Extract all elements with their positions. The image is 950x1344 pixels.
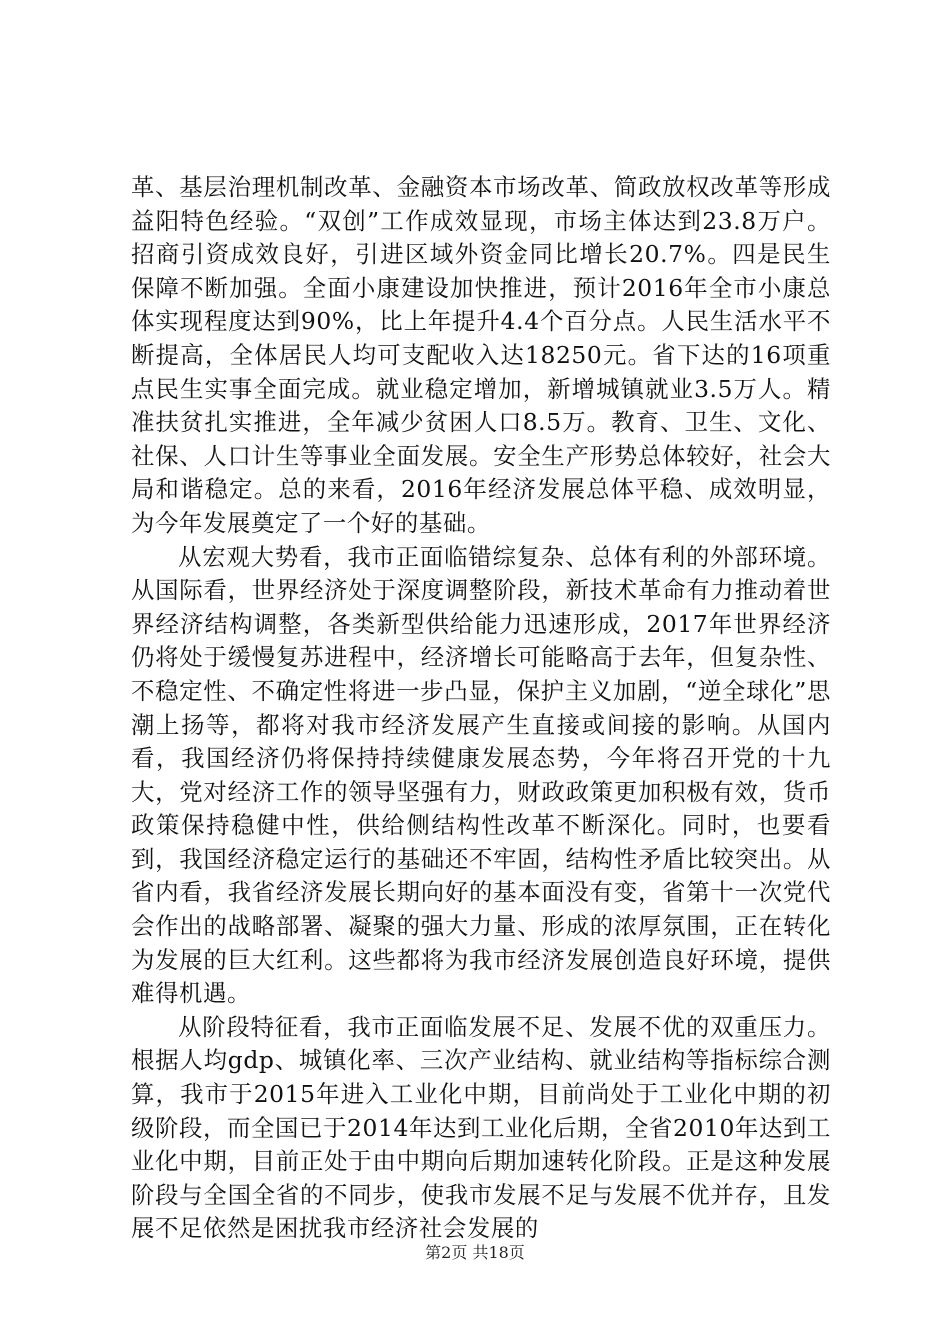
document-body (131, 171, 831, 1246)
paragraph-1: 革、基层治理机制改革、金融资本市场改革、简政放权改革等形成益阳特色经验。“双创”工作成效显现，市场主体达到23.8万户。招商引资成效良好，引进区域外资金同比增长20.7%。四是民生保障不断加强。全面小康建设加快推进，预计2016年全市小康总体实现程度达到90%，比上年提升4.4个百分点。人民生活水平不断提高，全体居民人均可支配收入达18250元。省下达的16项重点民生实事全面完成。就业稳定增加，新增城镇就业3.5万人。精准扶贫扎实推进，全年减少贫困人口8.5万。教育、卫生、文化、社保、人口计生等事业全面发展。安全生产形势总体较好，社会大局和谐稳定。总的来看，2016年经济发展总体平稳、成效明显，为今年发展奠定了一个好的基础。 (131, 173, 831, 537)
paragraph-2: 从宏观大势看，我市正面临错综复杂、总体有利的外部环境。从国际看，世界经济处于深度调整阶段，新技术革命有力推动着世界经济结构调整，各类新型供给能力迅速形成，2017年世界经济仍将处于缓慢复苏进程中，经济增长可能略高于去年，但复杂性、不稳定性、不确定性将进一步凸显，保护主义加剧，“逆全球化”思潮上扬等，都将对我市经济发展产生直接或间接的影响。从国内看，我国经济仍将保持持续健康发展态势，今年将召开党的十九大，党对经济工作的领导坚强有力，财政政策更加积极有效，货币政策保持稳健中性，供给侧结构性改革不断深化。同时，也要看到，我国经济稳定运行的基础还不牢固，结构性矛盾比较突出。从省内看，我省经济发展长期向好的基本面没有变，省第十一次党代会作出的战略部署、凝聚的强大力量、形成的浓厚氛围，正在转化为发展的巨大红利。这些都将为我市经济发展创造良好环境，提供难得机遇。 (131, 542, 831, 1008)
page-footer: 第2页 共18页 (425, 1243, 525, 1262)
paragraph-3: 从阶段特征看，我市正面临发展不足、发展不优的双重压力。根据人均gdp、城镇化率、三次产业结构、就业结构等指标综合测算，我市于2015年进入工业化中期，目前尚处于工业化中期的初级阶段，而全国已于2014年达到工业化后期，全省2010年达到工业化中期，目前正处于由中期向后期加速转化阶段。正是这种发展阶段与全国全省的不同步，使我市发展不足与发展不优并存，且发展不足依然是困扰我市经济社会发展的 (131, 1012, 831, 1243)
